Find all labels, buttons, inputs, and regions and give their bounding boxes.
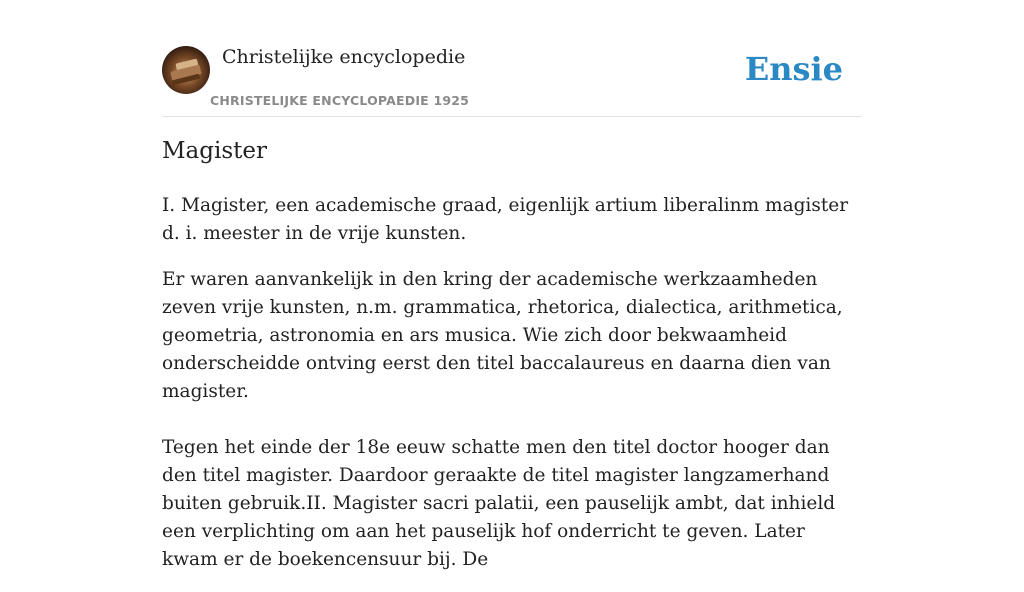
ensie-logo[interactable]: Ensie bbox=[744, 50, 843, 88]
article-body bbox=[162, 192, 862, 592]
site-subtitle: CHRISTELIJKE ENCYCLOPAEDIE 1925 bbox=[210, 93, 470, 108]
article-paragraph: Tegen het einde der 18e eeuw schatte men den titel doctor hooger dan den titel magister. Daardoor geraakte de titel magister langzamerhand buiten gebruik.II. Magister sacri palatii, een pauselijk ambt, dat inhield een verplichting om aan het pauselijk hof onderricht te geven. Later kwam er de boekencensuur bij. De bbox=[162, 437, 836, 570]
article-paragraph: I. Magister, een academische graad, eigenlijk artium liberalinm magister d. i. meester in de vrije kunsten. bbox=[162, 195, 849, 244]
site-name-link[interactable]: Christelijke encyclopedie bbox=[222, 46, 466, 68]
site-avatar[interactable] bbox=[162, 46, 210, 94]
site-header bbox=[162, 46, 862, 117]
article-title: Magister bbox=[162, 138, 267, 164]
article-paragraph: Er waren aanvankelijk in den kring der academische werkzaamheden zeven vrije kunsten, n.m. grammatica, rhetorica, dialectica, arithmetica, geometria, astronomia en ars musica. Wie zich door bekwaamheid onderscheidde ontving eerst den titel baccalaureus en daarna dien van magister. bbox=[162, 269, 843, 402]
